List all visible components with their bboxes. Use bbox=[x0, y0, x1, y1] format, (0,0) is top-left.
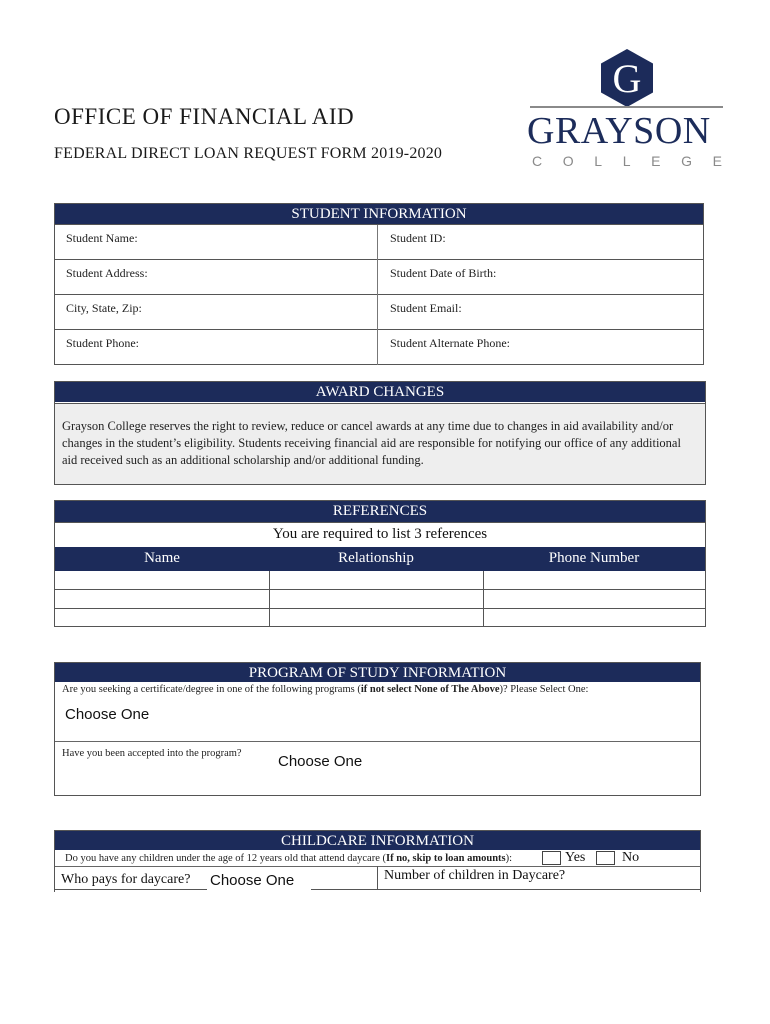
column-divider bbox=[377, 225, 378, 260]
student-id-field[interactable]: Student ID: bbox=[390, 231, 446, 245]
city-state-zip-field[interactable]: City, State, Zip: bbox=[66, 301, 142, 315]
logo-college-text bbox=[532, 153, 722, 169]
childcare-heading: CHILDCARE INFORMATION bbox=[55, 831, 700, 850]
daycare-no-checkbox[interactable] bbox=[596, 851, 615, 865]
program-question-text: Are you seeking a certificate/degree in one of the following programs ( bbox=[62, 684, 361, 695]
logo-college-letter: L bbox=[622, 153, 631, 169]
column-divider bbox=[377, 330, 378, 365]
references-instruction: You are required to list 3 references bbox=[272, 526, 488, 542]
daycare-yes-label: Yes bbox=[565, 850, 586, 865]
form-subtitle: FEDERAL DIRECT LOAN REQUEST FORM 2019-2020 bbox=[54, 145, 443, 162]
student-dob-field[interactable]: Student Date of Birth: bbox=[390, 266, 497, 280]
award-changes-section bbox=[54, 381, 706, 485]
logo-divider bbox=[530, 106, 723, 108]
reference-1-phone-cell[interactable] bbox=[483, 571, 705, 589]
student-info-row bbox=[55, 225, 703, 260]
reference-2-phone-cell[interactable] bbox=[483, 590, 705, 608]
references-heading: REFERENCES bbox=[55, 501, 705, 523]
student-info-heading: STUDENT INFORMATION bbox=[55, 204, 703, 224]
program-question-note: if not select None of The Above bbox=[360, 684, 500, 695]
column-header-relationship: Relationship bbox=[338, 550, 414, 566]
reference-3-phone-cell[interactable] bbox=[483, 609, 705, 627]
row-divider bbox=[55, 741, 700, 742]
logo-college-letter: E bbox=[712, 153, 722, 169]
daycare-question bbox=[65, 853, 512, 864]
references-column-headers bbox=[55, 547, 705, 571]
logo-college-letter: C bbox=[532, 153, 543, 169]
reference-1-relationship-cell[interactable] bbox=[269, 571, 483, 589]
program-question bbox=[62, 684, 588, 695]
page-title: OFFICE OF FINANCIAL AID bbox=[54, 104, 355, 129]
accepted-select-dropdown[interactable]: Choose One bbox=[278, 753, 363, 770]
logo-college-letter: L bbox=[594, 153, 603, 169]
column-divider bbox=[377, 866, 378, 890]
student-email-field[interactable]: Student Email: bbox=[390, 301, 462, 315]
reference-3-name-cell[interactable] bbox=[55, 609, 269, 627]
student-info-grid bbox=[55, 224, 703, 365]
grayson-logo-emblem bbox=[600, 48, 654, 108]
award-changes-heading: AWARD CHANGES bbox=[55, 382, 705, 402]
reference-2-relationship-cell[interactable] bbox=[269, 590, 483, 608]
field-underline bbox=[377, 889, 700, 890]
hexagon-g-icon bbox=[600, 48, 654, 108]
program-heading: PROGRAM OF STUDY INFORMATION bbox=[55, 663, 700, 682]
column-header-name: Name bbox=[144, 550, 180, 566]
daycare-question-suffix: ): bbox=[505, 853, 513, 864]
field-underline bbox=[55, 889, 207, 890]
program-section bbox=[54, 662, 701, 796]
program-question-suffix: )? Please Select One: bbox=[499, 684, 589, 695]
who-pays-select-dropdown[interactable]: Choose One bbox=[210, 872, 295, 889]
daycare-question-text: Do you have any children under the age of 12 years old that attend daycare ( bbox=[65, 853, 386, 864]
student-info-row bbox=[55, 260, 703, 295]
logo-college-letter: O bbox=[562, 153, 574, 169]
logo-wordmark: GRAYSON bbox=[527, 110, 711, 152]
column-divider bbox=[377, 260, 378, 295]
award-changes-text: Grayson College reserves the right to review, reduce or cancel awards at any time due to changes in aid availability and/or changes in the student’s eligibility. Students receiving financial aid are responsible for notifying our office of any additional aid received such as an additional scholarship and/or additional funding. bbox=[55, 403, 705, 484]
student-info-row bbox=[55, 295, 703, 330]
daycare-no-label: No bbox=[622, 850, 640, 865]
student-info-row bbox=[55, 330, 703, 365]
student-info-section bbox=[54, 203, 704, 365]
column-divider bbox=[377, 295, 378, 330]
references-section bbox=[54, 500, 706, 627]
student-alt-phone-field[interactable]: Student Alternate Phone: bbox=[390, 336, 510, 350]
children-count-field[interactable]: Number of children in Daycare? bbox=[384, 868, 566, 883]
daycare-yes-checkbox[interactable] bbox=[542, 851, 561, 865]
program-select-dropdown[interactable]: Choose One bbox=[65, 706, 150, 723]
reference-3-relationship-cell[interactable] bbox=[269, 609, 483, 627]
logo-college-letter: G bbox=[681, 153, 692, 169]
student-phone-field[interactable]: Student Phone: bbox=[66, 336, 140, 350]
childcare-section bbox=[54, 830, 701, 892]
column-header-phone: Phone Number bbox=[548, 550, 640, 566]
logo-college-letter: E bbox=[651, 153, 661, 169]
student-name-field[interactable]: Student Name: bbox=[66, 231, 138, 245]
daycare-question-note: If no, skip to loan amounts bbox=[386, 853, 506, 864]
accepted-question: Have you been accepted into the program? bbox=[62, 748, 242, 759]
field-underline bbox=[311, 889, 381, 890]
reference-1-name-cell[interactable] bbox=[55, 571, 269, 589]
who-pays-label: Who pays for daycare? bbox=[61, 872, 191, 887]
logo-letter: G bbox=[612, 56, 642, 101]
reference-2-name-cell[interactable] bbox=[55, 590, 269, 608]
student-address-field[interactable]: Student Address: bbox=[66, 266, 148, 280]
